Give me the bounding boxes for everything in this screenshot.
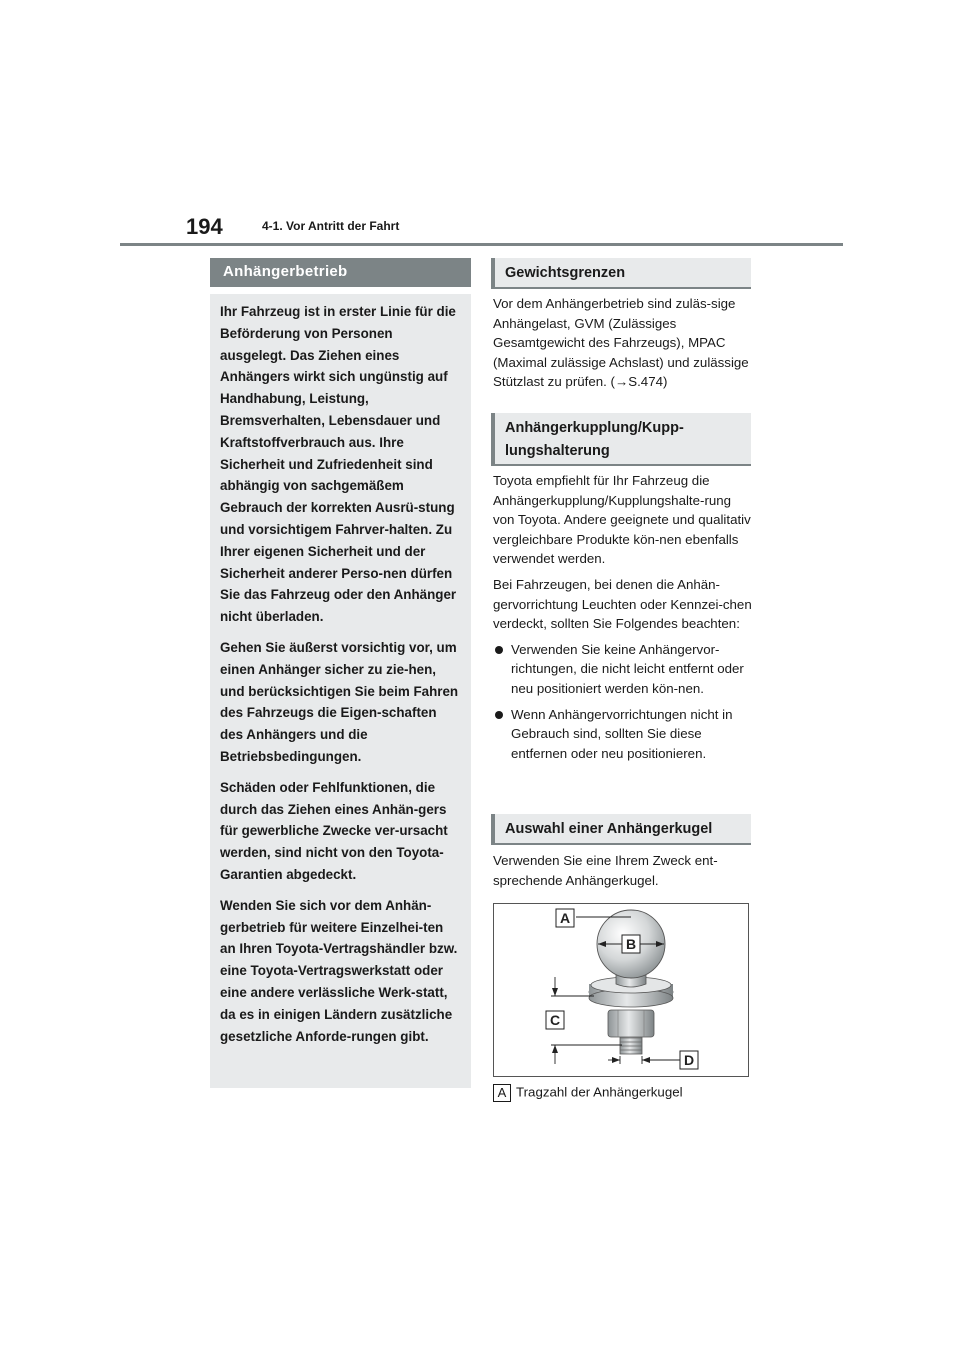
tow-ball-figure <box>493 903 749 1077</box>
kugel-text: Verwenden Sie eine Ihrem Zweck ent-sprechende Anhängerkugel. <box>493 853 718 888</box>
bullet-text: Wenn Anhängervorrichtungen nicht in Gebrauch sind, sollten Sie diese entfernen oder neu positionieren. <box>511 706 733 761</box>
bullet-item <box>493 640 755 699</box>
kugel-text-block <box>493 851 755 896</box>
bullet-text: Verwenden Sie keine Anhängervor-richtungen, die nicht leicht entfernt oder neu positioniert werden kön-nen. <box>511 641 744 696</box>
bullet-item <box>493 705 755 764</box>
kupplung-paragraph-2: Bei Fahrzeugen, bei denen die Anhän-gervorrichtung Leuchten oder Kennzei-chen verdeckt, sollten Sie Folgendes beachten: <box>493 576 752 632</box>
caution-box <box>210 294 471 1088</box>
kupplung-paragraph-1: Toyota empfiehlt für Ihr Fahrzeug die Anhängerkupplung/Kupplungshalte-rung von Toyota. Andere geeignete und qualitativ vergleichbare Produkte kön-nen ebenfalls verwendet werden. <box>493 473 751 567</box>
kupplung-text-block <box>493 471 755 769</box>
figure-label-a: A <box>559 910 571 926</box>
caution-paragraph-3: Schäden oder Fehlfunktionen, die durch das Ziehen eines Anhän-gers für gewerbliche Zwecke ver-ursacht werden, sind nicht von den Toyota-Garantien abgedeckt. <box>220 779 448 882</box>
figure-label-d: D <box>683 1052 695 1068</box>
heading-anhaengerkugel: Auswahl einer Anhängerkugel <box>491 814 751 845</box>
tow-ball-illustration <box>494 904 748 1076</box>
bullet-dot-icon <box>495 646 503 654</box>
caution-paragraph-1: Ihr Fahrzeug ist in erster Linie für die Beförderung von Personen ausgelegt. Das Ziehen eines Anhängers wirkt sich ungünstig auf Handhabung, Leistung, Bremsverhalten, Lebensdauer und Kraftstoffverbrauch aus. Ihre Sicherheit und Zufriedenheit sind abhängig von sachgemäßem Gebrauch der korrekten Ausrü-stung und vorsichtigem Fahrver-halten. Zu Ihrer eigenen Sicherheit und der Sicherheit anderer Perso-nen dürfen Sie das Fahrzeug oder den Anhänger nicht überladen. <box>220 304 457 625</box>
figure-label-b: B <box>625 936 637 952</box>
heading-anhaengerkupplung: Anhängerkupplung/Kupp-lungshalterung <box>491 413 751 466</box>
figure-label-c: C <box>549 1012 561 1028</box>
caution-paragraph-2: Gehen Sie äußerst vorsichtig vor, um einen Anhänger sicher zu zie-hen, und berücksichtigen Sie beim Fahren des Fahrzeugs die Eigen-schaften des Anhängers und die Betriebsbedingungen. <box>220 639 459 764</box>
figure-caption <box>493 1084 683 1102</box>
left-heading: Anhängerbetrieb <box>210 258 471 287</box>
gewicht-text: Vor dem Anhängerbetrieb sind zuläs-sige Anhängelast, GVM (Zulässiges Gesamtgewicht des Fahrzeugs), MPAC (Maximal zulässige Achslast) und zulässige Stützlast zu prüfen. (→S.474) <box>493 296 749 390</box>
page-number: 194 <box>186 214 223 239</box>
gewicht-text-block <box>493 294 755 398</box>
caption-text: Tragzahl der Anhängerkugel <box>516 1084 683 1100</box>
section-title: 4-1. Vor Antritt der Fahrt <box>262 219 400 233</box>
heading-gewichtsgrenzen: Gewichtsgrenzen <box>491 258 751 289</box>
header-divider <box>120 243 843 246</box>
bullet-dot-icon <box>495 711 503 719</box>
caution-paragraph-4: Wenden Sie sich vor dem Anhän-gerbetrieb für weitere Einzelhei-ten an Ihren Toyota-Vertragshändler bzw. eine Toyota-Vertragswerkstatt oder eine andere verlässliche Werk-statt, da es in einigen Ländern zusätzliche gesetzliche Anforde-rungen gibt. <box>220 897 458 1044</box>
caption-letter: A <box>493 1084 511 1102</box>
